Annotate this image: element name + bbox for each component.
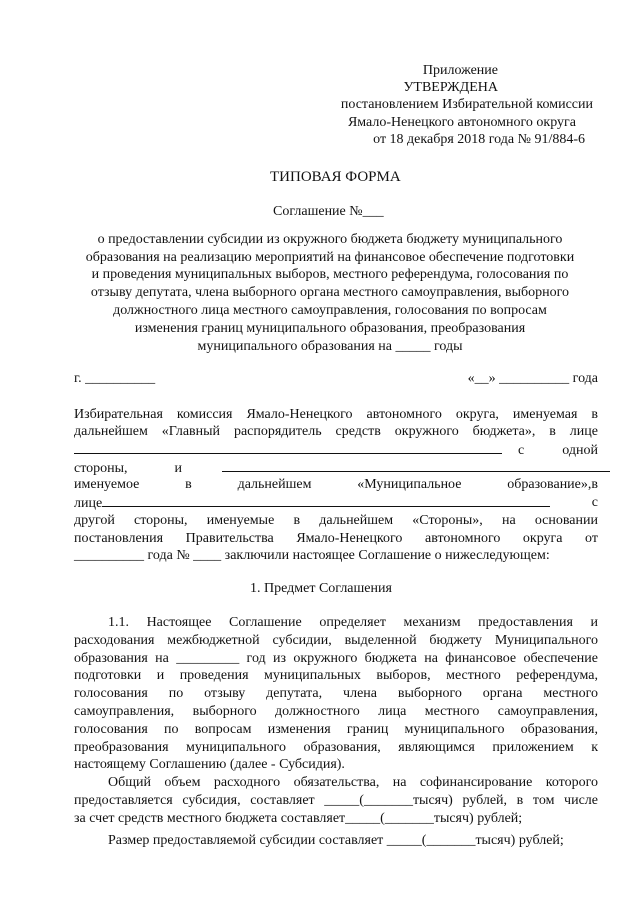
parties-line [74,441,598,459]
parties-text: стороны, [74,461,128,476]
subject-line: отзыву депутата, члена выборного органа местного самоуправления, выборного [90,285,570,300]
subject-line: образования на реализацию мероприятий на финансовое обеспечение подготовки [85,250,575,265]
paragraph-line: образования на _________ год из окружного бюджета на финансовое обеспечение [74,651,598,666]
parties-line [74,476,598,493]
appendix-label: Приложение [422,63,498,78]
section-title: 1. Предмет Соглашения [250,581,392,596]
paragraph-line: расходования межбюджетной субсидии, выделенной бюджету Муниципального [74,633,598,648]
parties-line: другой стороны, именуемые в дальнейшем «Стороны», на основании [74,513,598,528]
subject-line: и проведения муниципальных выборов, местного референдума, голосования по [91,267,569,282]
paragraph-line: голосования по отзыву депутата, члена выборного органа местного [74,686,598,701]
parties-text: дальнейшем [237,477,312,492]
approved-label: УТВЕРЖДЕНА [403,80,498,95]
subject-line: о предоставлении субсидии из окружного бюджета бюджету муниципального [97,232,563,247]
approval-line-3: от 18 декабря 2018 года № 91/884-6 [373,132,585,147]
blank-line [102,494,550,507]
place-field: г. __________ [74,371,156,386]
paragraph-line: самоуправления, выборного должностного лица местного самоуправления, [74,704,598,719]
form-title: ТИПОВАЯ ФОРМА [270,169,401,185]
parties-text: лице [74,496,103,511]
parties-line [74,459,604,477]
blank-line [74,441,502,454]
paragraph-line: Общий объем расходного обязательства, на софинансирование которого [108,775,598,790]
parties-text: «Муниципальное [357,477,462,492]
parties-text: и [174,461,183,476]
agreement-number: Соглашение №___ [273,204,384,219]
date-field: «__» __________ года [467,371,598,386]
parties-line: Избирательная комиссия Ямало-Ненецкого автономного округа, именуемая в [74,407,598,422]
paragraph-line: Размер предоставляемой субсидии составляет _____(_______тысяч) рублей; [108,833,564,848]
parties-text: образование»,в [507,477,598,492]
subject-line: изменения границ муниципального образования, преобразования [134,321,526,336]
paragraph-line: предоставляется субсидия, составляет _____(_______тысяч) рублей, в том числе [74,793,598,808]
paragraph-line: преобразования муниципального образования, являющимся приложением к [74,740,598,755]
parties-line: постановления Правительства Ямало-Ненецкого автономного округа от [74,531,598,546]
parties-line [74,494,598,512]
paragraph-line: подготовки и проведения муниципальных выборов, местного референдума, [74,668,598,683]
paragraph-line: голосования по вопросам изменения границ муниципального образования, [74,722,598,737]
parties-text: с одной [518,443,598,458]
parties-line: дальнейшем «Главный распорядитель средств окружного бюджета», в лице [74,424,598,439]
blank-line [222,459,610,472]
parties-text: с [591,495,598,510]
approval-line-1: постановлением Избирательной комиссии [340,97,593,112]
parties-line: __________ года № ____ заключили настоящее Соглашение о нижеследующем: [74,548,550,563]
paragraph-line: настоящему Соглашению (далее - Субсидия). [74,757,345,772]
paragraph-line: 1.1. Настоящее Соглашение определяет механизм предоставления и [108,615,598,630]
parties-text: именуемое [74,477,140,492]
approval-line-2: Ямало-Ненецкого автономного округа [347,115,576,130]
paragraph-line: за счет средств местного бюджета составляет_____(_______тысяч) рублей; [74,811,523,826]
subject-line: муниципального образования на _____ годы [197,339,463,354]
subject-line: должностного лица местного самоуправления, голосования по вопросам [113,303,547,318]
parties-text: в [185,477,192,492]
